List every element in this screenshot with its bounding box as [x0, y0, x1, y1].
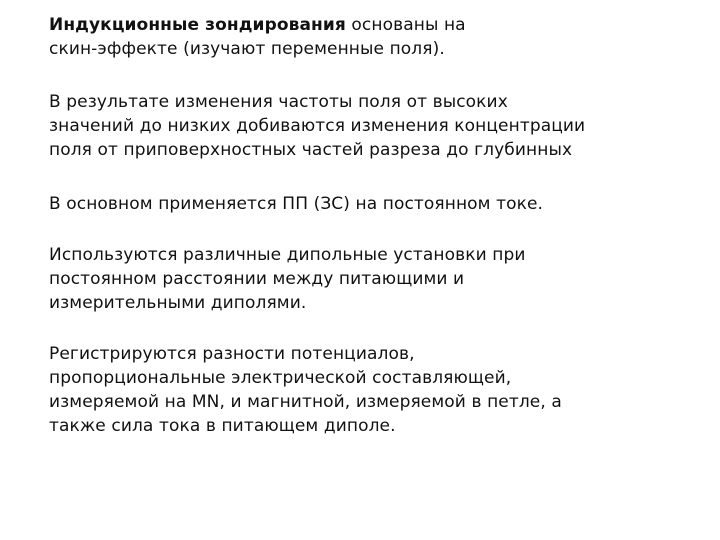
text-line: постоянном расстоянии между питающими и [49, 269, 465, 289]
bold-term: Индукционные зондирования [49, 15, 346, 35]
paragraph-dipole-setups [49, 243, 526, 315]
text-line: пропорциональные электрической составляющей, [49, 368, 512, 388]
text-line [49, 13, 466, 37]
text-line: значений до низких добиваются изменения концентрации [49, 116, 586, 136]
paragraph-registered-quantities [49, 342, 562, 438]
text-line: скин-эффекте (изучают переменные поля). [49, 39, 445, 59]
text-line: В основном применяется ПП (ЗС) на постоянном токе. [49, 194, 544, 214]
paragraph-main-application [49, 192, 543, 216]
text-line: также сила тока в питающем диполе. [49, 416, 396, 436]
text-fragment: основаны на [345, 15, 466, 35]
text-line: В результате изменения частоты поля от высоких [49, 92, 508, 112]
text-line: Регистрируются разности потенциалов, [49, 344, 415, 364]
text-line: поля от приповерхностных частей разреза до глубинных [49, 140, 573, 160]
paragraph-frequency-change [49, 90, 585, 162]
text-line: измерительными диполями. [49, 293, 307, 313]
paragraph-induction-soundings [49, 13, 466, 61]
text-line: измеряемой на MN, и магнитной, измеряемой в петле, а [49, 392, 562, 412]
text-line: Используются различные дипольные установки при [49, 245, 526, 265]
